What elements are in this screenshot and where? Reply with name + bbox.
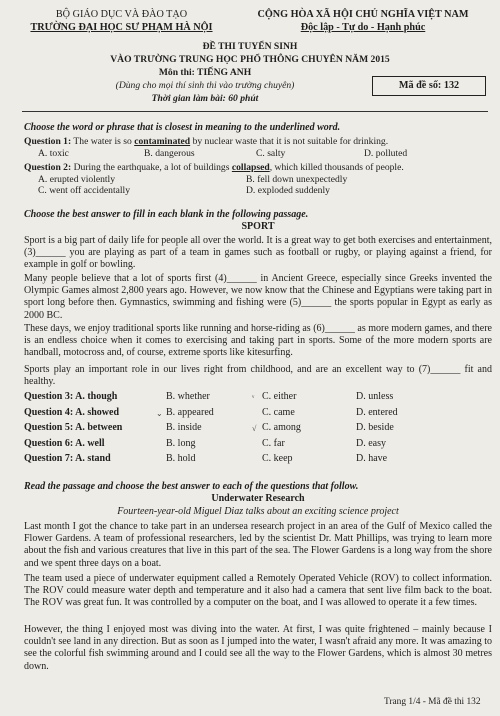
q1-options xyxy=(24,148,489,160)
q1-option-d[interactable]: D. polluted xyxy=(364,148,408,159)
page-footer: Trang 1/4 - Mã đề thi 132 xyxy=(384,697,481,707)
q1-pre: The water is so xyxy=(73,136,132,147)
q4-option-d[interactable]: D. entered xyxy=(356,406,398,418)
q3-option-b[interactable]: B. whether xyxy=(166,391,210,402)
sport-paragraph-4: Sports play an important role in our lives right from childhood, and are an excellent way to (7)______ fit and healthy. xyxy=(24,364,492,388)
passage-subheading: Fourteen-year-old Miguel Diaz talks about an exciting science project xyxy=(117,506,399,517)
exam-code-box: Mã đề số: 132 xyxy=(372,76,486,96)
underwater-paragraph-1: Last month I got the chance to take part in an undersea research project in an area of the Gulf of Mexico called the Flower Gardens. A team of professional researchers, led by the scientist Dr. Matt Phillips, was trying to learn more about the fish and various creatures that live in this part of the sea. The Flower Gardens is a long way from the shore and we spent three days on a boat. xyxy=(24,521,492,569)
q2-option-a[interactable]: A. erupted violently xyxy=(38,174,115,185)
q5-option-b[interactable]: B. inside xyxy=(166,422,202,433)
question-1 xyxy=(24,136,489,148)
q1-option-b[interactable]: B. dangerous xyxy=(144,148,195,159)
q1-post: by nuclear waste that it is not suitable for drinking. xyxy=(192,136,389,147)
q7-option-d[interactable]: D. have xyxy=(356,453,388,464)
section1-instruction: Choose the word or phrase that is closest in meaning to the underlined word. xyxy=(24,122,341,133)
answer-table xyxy=(24,391,494,469)
q6-option-b[interactable]: B. long xyxy=(166,437,196,449)
q1-option-a[interactable]: A. toxic xyxy=(38,148,69,159)
q3-option-d[interactable]: D. unless xyxy=(356,391,394,402)
exam-subject: Môn thi: TIẾNG ANH xyxy=(158,67,252,78)
exam-time: Thời gian làm bài: 60 phút xyxy=(151,93,259,104)
q6-option-d[interactable]: D. easy xyxy=(356,437,386,449)
q4-option-b[interactable]: B. appeared xyxy=(166,406,214,418)
q2-option-c[interactable]: C. went off accidentally xyxy=(38,185,130,196)
q5-option-d[interactable]: D. beside xyxy=(356,422,394,433)
q1-option-c[interactable]: C. salty xyxy=(256,148,286,159)
q7-option-a[interactable]: Question 7: A. stand xyxy=(24,453,111,464)
answer-row-q4 xyxy=(24,407,494,423)
header-left xyxy=(14,8,229,34)
underwater-paragraph-2: The team used a piece of underwater equipment called a Remotely Operated Vehicle (ROV) to collect information. The ROV could measure water depth and temperature and it also had a camera that sent live film back to the boat. The ROV was great fun. It was controlled by a computer on the boat, and I was allowed to operate it a few times. xyxy=(24,573,492,609)
section3-instruction: Read the passage and choose the best answer to each of the questions that follow. xyxy=(24,481,359,492)
header-divider xyxy=(22,111,488,112)
pencil-tick-mark: ⌄ xyxy=(156,409,163,418)
exam-note: (Dùng cho mọi thí sinh thi vào trường chuyên) xyxy=(115,80,295,91)
answer-row-q7 xyxy=(24,453,494,469)
q5-option-c[interactable]: C. among xyxy=(262,422,301,433)
university-name: TRƯỜNG ĐẠI HỌC SƯ PHẠM HÀ NỘI xyxy=(30,22,213,33)
q4-option-c[interactable]: C. came xyxy=(262,406,295,418)
q2-underlined-word: collapsed xyxy=(231,162,270,173)
answer-row-q5 xyxy=(24,422,494,438)
exam-title-2: VÀO TRƯỜNG TRUNG HỌC PHỔ THÔNG CHUYÊN NĂM 2015 xyxy=(110,54,390,65)
q7-option-c[interactable]: C. keep xyxy=(262,453,293,464)
q2-option-b[interactable]: B. fell down unexpectedly xyxy=(246,174,348,185)
sport-paragraph-3: These days, we enjoy traditional sports like running and horse-riding as (6)______ as more modern games, and there is an endless choice when it comes to exercising and taking part in sports. Some of the more modern sports are handball, motocross and, of course, extreme sports like kitesurfing. xyxy=(24,323,492,359)
ministry-name: BỘ GIÁO DỤC VÀ ĐÀO TẠO xyxy=(55,9,188,20)
sport-paragraph-2: Many people believe that a lot of sports first (4)______ in Ancient Greece, especially since Greeks invented the Olympic Games almost 2,800 years ago. However, we now know that the Chinese and Egyptians were taking part in sport long before then. Gymnastics, swimming and fishing were (5)______ the sports popular in Egypt as early as 2000 BC. xyxy=(24,273,492,321)
q2-post: , which killed thousands of people. xyxy=(269,162,404,173)
q2-option-d[interactable]: D. exploded suddenly xyxy=(246,185,330,196)
passage-heading-underwater: Underwater Research xyxy=(211,493,305,504)
q6-option-a[interactable]: Question 6: A. well xyxy=(24,437,105,449)
pencil-tick-mark: √ xyxy=(252,424,257,433)
question-2 xyxy=(24,162,489,174)
section2-instruction: Choose the best answer to fill in each blank in the following passage. xyxy=(24,209,309,220)
underwater-paragraph-3: However, the thing I enjoyed most was diving into the water. At first, I was quite frightened – mainly because I couldn't see land in any direction. But as soon as I jumped into the water, I wasn't afraid any more. It was amazing to see the colorful fish swimming around and I could see all the way to the Flower Gardens, which is almost 30 metres down. xyxy=(24,624,492,672)
q3-option-a[interactable]: Question 3: A. though xyxy=(24,391,118,402)
answer-row-q6 xyxy=(24,438,494,454)
q1-underlined-word: contaminated xyxy=(134,136,191,147)
q2-label: Question 2: xyxy=(24,162,72,173)
q4-option-a[interactable]: Question 4: A. showed xyxy=(24,406,120,418)
header-right xyxy=(232,8,494,34)
q5-option-a[interactable]: Question 5: A. between xyxy=(24,422,123,433)
passage-heading-sport: SPORT xyxy=(241,221,275,232)
country-name: CỘNG HÒA XÃ HỘI CHỦ NGHĨA VIỆT NAM xyxy=(257,9,469,20)
q3-option-c[interactable]: C. either xyxy=(262,391,297,402)
q2-options xyxy=(24,174,489,198)
q2-pre: During the earthquake, a lot of buildings xyxy=(73,162,230,173)
q6-option-c[interactable]: C. far xyxy=(262,437,285,449)
national-motto: Độc lập - Tự do - Hạnh phúc xyxy=(300,22,426,33)
exam-title-1: ĐỀ THI TUYỂN SINH xyxy=(202,41,298,52)
q1-label: Question 1: xyxy=(24,136,72,147)
pencil-tick-mark: ᵛ xyxy=(252,393,255,402)
sport-paragraph-1: Sport is a big part of daily life for people all over the world. It is a great way to get both exercises and entertainment, (3)______ you are playing as part of a team in games such as football or rugby, or playing against a friend, for example in golf or bowling. xyxy=(24,235,492,271)
q7-option-b[interactable]: B. hold xyxy=(166,453,196,464)
answer-row-q3 xyxy=(24,391,494,407)
